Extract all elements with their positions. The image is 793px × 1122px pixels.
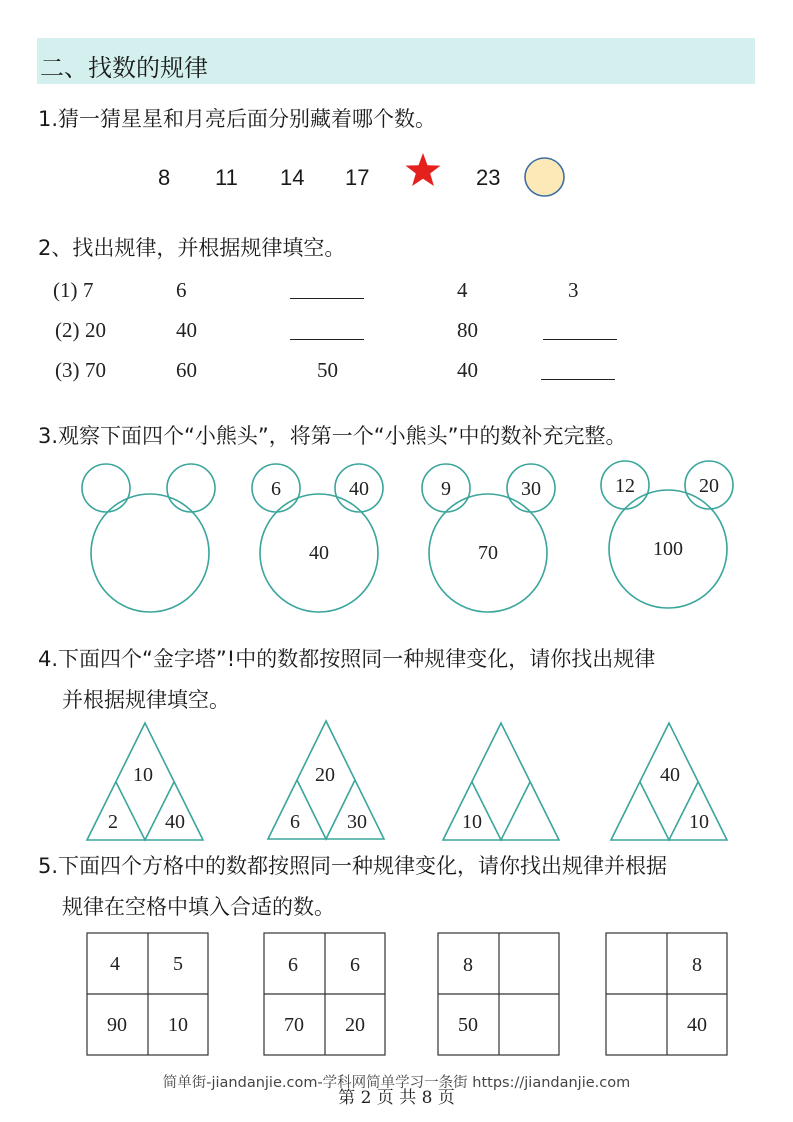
footer-watermark: 简单街-jiandanjie.com-学科网简单学习一条街 https://jiandanjie.com bbox=[162, 1075, 631, 1091]
sequence-cell: 20 bbox=[85, 318, 106, 342]
bear-left-ear-value: 12 bbox=[615, 475, 635, 497]
bear-right-ear-value: 20 bbox=[699, 475, 719, 497]
sequence-cell: 7 bbox=[83, 278, 94, 302]
pyramid-right-value: 10 bbox=[689, 811, 709, 833]
pyramid-top-value: 20 bbox=[315, 764, 335, 786]
bear-left-ear-value: 6 bbox=[271, 478, 281, 500]
question-5-prompt-line-2: 规律在空格中填入合适的数。 bbox=[62, 895, 335, 919]
sequence-number: 23 bbox=[476, 165, 501, 190]
bear-right-ear-value: 40 bbox=[349, 478, 369, 500]
grid-bottom-right-value: 10 bbox=[168, 1014, 188, 1036]
grid-top-left-value: 6 bbox=[288, 954, 298, 976]
pyramid-left-value: 10 bbox=[462, 811, 482, 833]
question-1-prompt: 1.猜一猜星星和月亮后面分别藏着哪个数。 bbox=[38, 107, 437, 131]
row-label: (2) bbox=[55, 318, 80, 342]
grid-top-left-value: 4 bbox=[110, 953, 120, 975]
bear-heads-figure bbox=[0, 455, 793, 620]
grid-bottom-left-value: 90 bbox=[107, 1014, 127, 1036]
star-icon bbox=[404, 152, 442, 188]
sequence-cell: 6 bbox=[176, 278, 187, 302]
sequence-cell: 4 bbox=[457, 278, 468, 302]
pyramids-figure bbox=[0, 715, 793, 845]
pyramid-top-value: 40 bbox=[660, 764, 680, 786]
question-4-prompt-line-1: 4.下面四个“金字塔”!中的数都按照同一种规律变化，请你找出规律 bbox=[38, 647, 656, 671]
grid-top-right-value: 8 bbox=[692, 954, 702, 976]
sequence-cell: 80 bbox=[457, 318, 478, 342]
answer-blank[interactable] bbox=[543, 339, 617, 340]
sequence-cell: 40 bbox=[457, 358, 478, 382]
sequence-cell: 70 bbox=[85, 358, 106, 382]
bear-center-value: 70 bbox=[478, 542, 498, 564]
bear-center-value: 100 bbox=[653, 538, 683, 560]
bear-right-ear-value: 30 bbox=[521, 478, 541, 500]
bear-face bbox=[91, 494, 209, 612]
sequence-cell: 60 bbox=[176, 358, 197, 382]
pyramid-left-value: 6 bbox=[290, 811, 300, 833]
bear-right-ear bbox=[167, 464, 215, 512]
grid-bottom-left-value: 70 bbox=[284, 1014, 304, 1036]
pyramid-outline bbox=[443, 723, 559, 840]
sequence-number: 14 bbox=[280, 165, 305, 190]
question-5-prompt-line-1: 5.下面四个方格中的数都按照同一种规律变化，请你找出规律并根据 bbox=[38, 854, 668, 878]
page-number: 第 2 页 共 8 页 bbox=[338, 1088, 455, 1108]
bear-left-ear bbox=[82, 464, 130, 512]
grid-top-right-value: 6 bbox=[350, 954, 360, 976]
sequence-cell: 50 bbox=[317, 358, 338, 382]
pyramid-right-value: 30 bbox=[347, 811, 367, 833]
question-4-prompt-line-2: 并根据规律填空。 bbox=[62, 688, 230, 712]
sequence-number: 11 bbox=[215, 165, 238, 190]
grid-top-right-value: 5 bbox=[173, 953, 183, 975]
pyramid-top-value: 10 bbox=[133, 764, 153, 786]
sequence-number: 8 bbox=[158, 165, 171, 190]
sequence-number: 17 bbox=[345, 165, 370, 190]
question-2-prompt: 2、找出规律，并根据规律填空。 bbox=[38, 236, 346, 260]
row-label: (3) bbox=[55, 358, 80, 382]
sequence-cell: 40 bbox=[176, 318, 197, 342]
grid-top-left-value: 8 bbox=[463, 954, 473, 976]
row-label: (1) bbox=[53, 278, 78, 302]
section-title: 二、找数的规律 bbox=[40, 54, 208, 82]
answer-blank[interactable] bbox=[290, 298, 364, 299]
sequence-cell: 3 bbox=[568, 278, 579, 302]
grid-bottom-right-value: 20 bbox=[345, 1014, 365, 1036]
bear-left-ear-value: 9 bbox=[441, 478, 451, 500]
grid-bottom-right-value: 40 bbox=[687, 1014, 707, 1036]
answer-blank[interactable] bbox=[290, 339, 364, 340]
pyramid-left-value: 2 bbox=[108, 811, 118, 833]
grid-bottom-left-value: 50 bbox=[458, 1014, 478, 1036]
number-grids-figure bbox=[0, 930, 793, 1060]
pyramid-right-value: 40 bbox=[165, 811, 185, 833]
bear-center-value: 40 bbox=[309, 542, 329, 564]
question-3-prompt: 3.观察下面四个“小熊头”，将第一个“小熊头”中的数补充完整。 bbox=[38, 424, 627, 448]
answer-blank[interactable] bbox=[541, 379, 615, 380]
moon-icon bbox=[523, 156, 566, 198]
